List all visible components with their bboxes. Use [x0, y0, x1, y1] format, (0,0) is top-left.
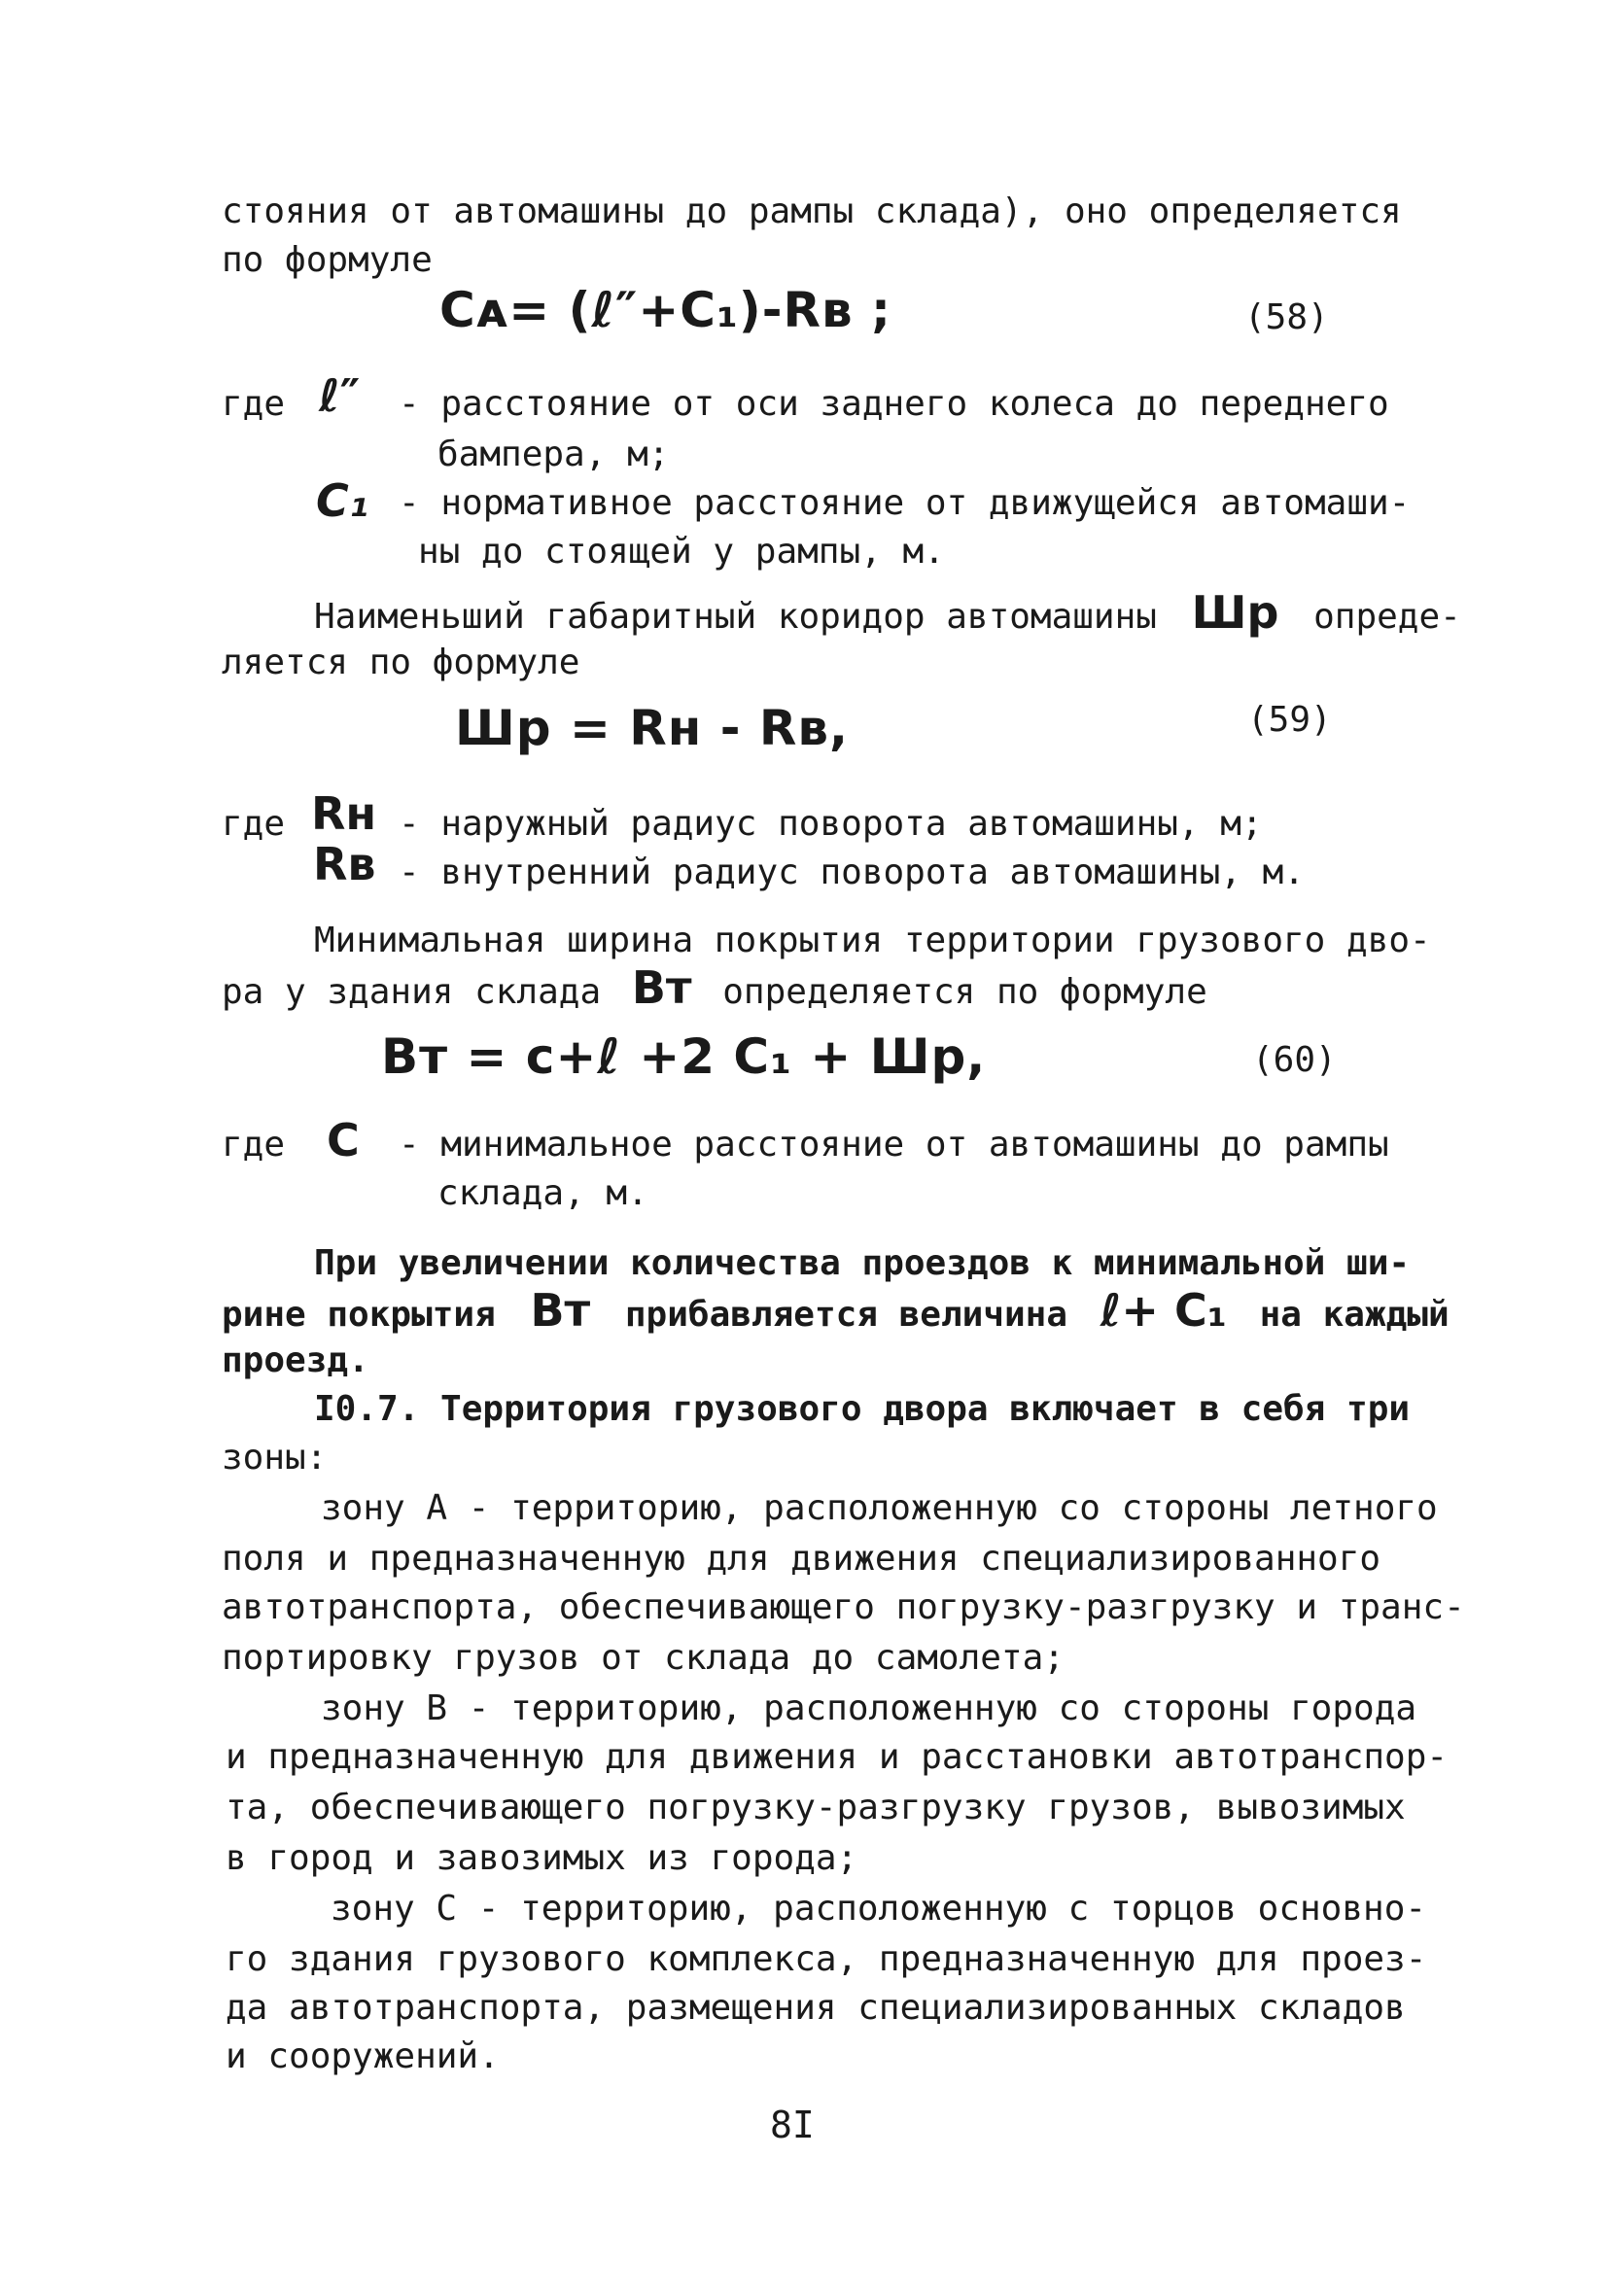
text-line: зону С - территорию, расположенную с торцов основно- — [331, 1889, 1427, 1929]
text-span: на каждый — [1259, 1295, 1450, 1335]
text-line: I0.7. Территория грузового двора включает в себя три — [314, 1389, 1411, 1429]
formula-60: Bт = c+ℓ +2 C₁ + Шр, — [381, 1028, 987, 1085]
text-line: го здания грузового комплекса, предназначенную для проез- — [226, 1939, 1427, 1979]
text-span: прибавляется величина — [624, 1295, 1068, 1335]
symbol: Rн — [311, 787, 377, 840]
text-line: Минимальная ширина покрытия территории грузового дво- — [314, 921, 1431, 960]
text-line: - нормативное расстояние от движущейся автомаши- — [399, 483, 1411, 523]
text-line — [222, 961, 1207, 1014]
page-number: 8I — [770, 2104, 815, 2146]
symbol: Шр — [1191, 586, 1279, 639]
text-line: автотранспорта, обеспечивающего погрузку-разгрузку и транс- — [222, 1587, 1465, 1627]
equation-number: (58) — [1244, 297, 1329, 337]
text-line: бампера, м; — [437, 435, 670, 474]
symbol: C — [327, 1114, 360, 1166]
text-span: определяется по формуле — [722, 972, 1207, 1012]
symbol: ℓ″ — [319, 369, 361, 422]
symbol: C₁ — [316, 474, 368, 527]
formula-58: Cᴀ= (ℓ″+C₁)-Rв ; — [439, 282, 891, 338]
text-line: - наружный радиус поворота автомашины, м; — [399, 804, 1263, 844]
text-line: - внутренний радиус поворота автомашины, м. — [399, 852, 1305, 892]
text-span: ра у здания склада — [222, 972, 602, 1012]
text-line: При увеличении количества проездов к минимальной ши- — [314, 1243, 1411, 1283]
text-line: портировку грузов от склада до самолета; — [222, 1638, 1065, 1678]
symbol: Bт — [631, 961, 692, 1014]
text-span: опреде- — [1313, 597, 1461, 637]
text-line: проезд. — [222, 1340, 369, 1380]
text-line: та, обеспечивающего погрузку-разгрузку грузов, вывозимых — [226, 1788, 1406, 1827]
text-line: поля и предназначенную для движения специализированного — [222, 1539, 1381, 1579]
text-line: и предназначенную для движения и расстановки автотранспор- — [226, 1737, 1449, 1777]
symbol: ℓ+ C₁ — [1100, 1284, 1227, 1337]
text-line: и сооружений. — [226, 2036, 500, 2076]
where-label: где — [222, 804, 286, 844]
equation-number: (59) — [1247, 700, 1332, 740]
text-line: зону А - территорию, расположенную со стороны летного — [321, 1488, 1438, 1528]
formula-59: Шр = Rн - Rв, — [455, 700, 850, 756]
text-line: зоны: — [222, 1438, 328, 1478]
text-line: да автотранспорта, размещения специализированных складов — [226, 1988, 1406, 2028]
text-line: - минимальное расстояние от автомашины до рампы — [399, 1125, 1389, 1165]
text-line: ны до стоящей у рампы, м. — [418, 532, 945, 572]
where-label: где — [222, 384, 286, 424]
text-line: склада, м. — [437, 1173, 648, 1213]
symbol: Bт — [530, 1284, 591, 1337]
text-line — [314, 586, 1461, 639]
text-span: Наименьший габаритный коридор автомашины — [314, 597, 1157, 637]
text-line: зону В - территорию, расположенную со стороны города — [321, 1688, 1417, 1728]
text-line: ляется по формуле — [222, 643, 580, 682]
where-label: где — [222, 1125, 286, 1165]
text-line: по формуле — [222, 240, 433, 280]
text-span: рине покрытия — [222, 1295, 496, 1335]
equation-number: (60) — [1252, 1040, 1337, 1080]
text-line: - расстояние от оси заднего колеса до переднего — [399, 384, 1389, 424]
symbol: Rв — [313, 838, 376, 890]
text-line: в город и завозимых из города; — [226, 1838, 858, 1878]
text-line: стояния от автомашины до рампы склада), оно определяется — [222, 191, 1402, 231]
text-line — [222, 1284, 1450, 1337]
